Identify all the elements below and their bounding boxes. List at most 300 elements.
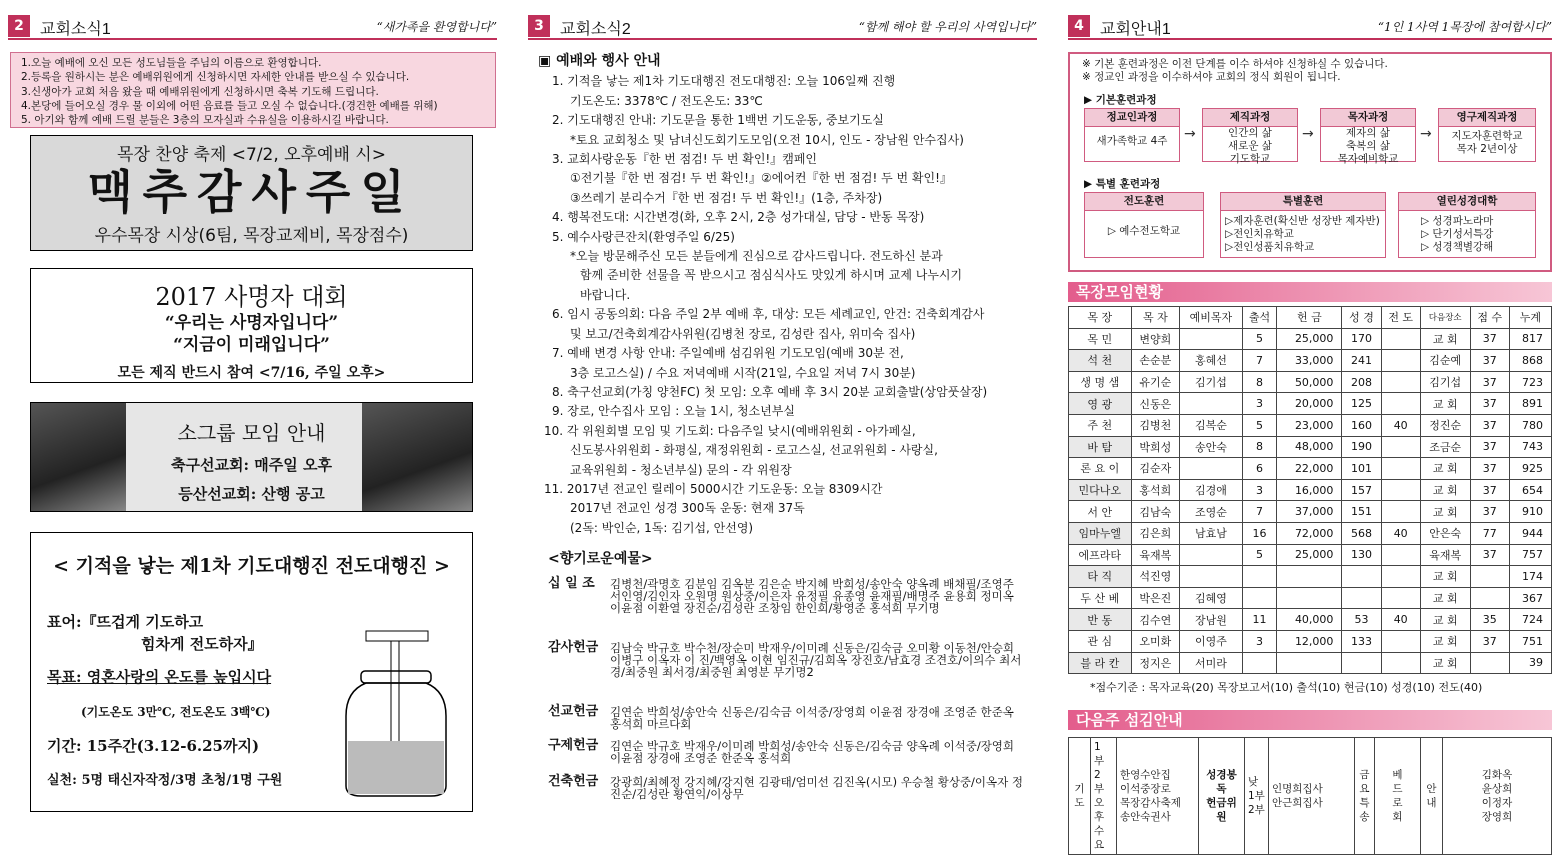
table-cell: 반 동 (1069, 609, 1132, 631)
table-cell: 25,000 (1277, 328, 1342, 350)
worship-events-section (538, 52, 1040, 538)
table-cell: 170 (1342, 328, 1381, 350)
welcome-notices (10, 52, 496, 128)
table-cell: 김경애 (1180, 479, 1243, 501)
service: 수 요 (1094, 825, 1105, 851)
table-cell: 교 회 (1420, 393, 1470, 415)
table-cell: 오미화 (1131, 630, 1180, 652)
table-cell: 교 회 (1420, 609, 1470, 631)
offering-names: 김연순 박규호 박재우/이미례 박희성/송안숙 신동은/김숙금 양옥례 이석중/장영희 이윤점 장경애 조영준 한준옥 홍석희 (610, 739, 1015, 765)
table-cell: 영 광 (1069, 393, 1132, 415)
table-cell: 유기순 (1131, 371, 1180, 393)
column-header: 성 경 (1342, 307, 1381, 329)
cell-group-status-table (1068, 306, 1552, 674)
thermometer-jar-icon (336, 621, 466, 801)
table-cell: 241 (1342, 350, 1381, 372)
table-cell: 33,000 (1277, 350, 1342, 372)
table-row (1069, 328, 1552, 350)
notice-line: 4.본당에 들어오실 경우 물 이외에 어떤 음료를 들고 오실 수 없습니다.(경건한 예배를 위해) (21, 99, 438, 112)
table-row (1069, 393, 1552, 415)
table-cell: 석 천 (1069, 350, 1132, 372)
course-title: 영구제직과정 (1439, 109, 1535, 127)
prayer-temperature: (기도온도 3만℃, 전도온도 3백℃) (81, 705, 271, 719)
table-cell: 김남숙 (1131, 501, 1180, 523)
course-box (1438, 108, 1536, 162)
table-cell (1470, 587, 1509, 609)
table-cell: 37 (1470, 501, 1509, 523)
table-row (1069, 652, 1552, 674)
basic-training-label: ▶ 기본훈련과정 (1084, 94, 1157, 106)
time: 2부 (1248, 804, 1265, 816)
course-title: 제직과정 (1203, 109, 1297, 127)
column-church-news-2 (520, 0, 1045, 825)
prayer-period: 기간: 15주간(3.12-6.25까지) (47, 737, 260, 755)
table-cell: 교 회 (1420, 501, 1470, 523)
table-cell: 133 (1342, 630, 1381, 652)
table-cell: 교 회 (1420, 652, 1470, 674)
table-cell: 송안숙 (1180, 436, 1243, 458)
table-cell: 박희성 (1131, 436, 1180, 458)
prayer-march-title: < 기적을 낳는 제1차 기도대행진 전도대행진 > (53, 555, 450, 577)
column-header: 예비목자 (1180, 307, 1243, 329)
event-line: (2독: 박인순, 1독: 김기섭, 안선영) (570, 520, 754, 535)
table-row (1069, 501, 1552, 523)
arrow-right-icon: → (1420, 126, 1432, 142)
prayer-label: 기 도 (1069, 738, 1091, 855)
offering-names: 김연순 박희성/송안숙 신동은/김숙금 이석중/장영희 이윤점 장경애 조영준 한준옥 홍석희 마르다회 (610, 705, 1014, 731)
column-header: 헌 금 (1277, 307, 1342, 329)
table-cell: 48,000 (1277, 436, 1342, 458)
table-cell (1342, 587, 1381, 609)
event-line: 4. 행복전도대: 시간변경(화, 오후 2시, 2층 성가대실, 담당 - 반동 목장) (552, 210, 925, 225)
table-cell (1242, 566, 1277, 588)
table-cell: 16,000 (1277, 479, 1342, 501)
table-cell: 김기섭 (1180, 371, 1243, 393)
table-cell: 육재복 (1420, 544, 1470, 566)
table-row (1069, 458, 1552, 480)
table-cell: 37 (1470, 393, 1509, 415)
course-box (1320, 108, 1416, 165)
table-cell: 남효남 (1180, 522, 1243, 544)
table-row (1069, 436, 1552, 458)
table-cell: 장남원 (1180, 609, 1243, 631)
table-cell: 민다나오 (1069, 479, 1132, 501)
table-cell (1242, 587, 1277, 609)
table-cell (1470, 652, 1509, 674)
notice-line: 5. 아기와 함께 예배 드릴 분들은 3층의 모자실과 수유실을 이용하시길 바랍니다. (21, 114, 389, 127)
time-labels (1245, 738, 1269, 855)
table-cell: 22,000 (1277, 458, 1342, 480)
event-line: 바랍니다. (580, 287, 631, 302)
table-cell (1381, 501, 1420, 523)
table-cell: 교 회 (1420, 479, 1470, 501)
table-cell: 변양희 (1131, 328, 1180, 350)
course-item: 지도자훈련학교 (1451, 130, 1523, 142)
table-cell: 조금순 (1420, 436, 1470, 458)
event-line: 기도온도: 3378℃ / 전도온도: 33℃ (570, 93, 763, 108)
table-cell: 37 (1470, 458, 1509, 480)
table-cell: 891 (1509, 393, 1551, 415)
table-cell: 868 (1509, 350, 1551, 372)
table-cell: 석진영 (1131, 566, 1180, 588)
offering-row (548, 740, 1025, 764)
table-cell: 925 (1509, 458, 1551, 480)
prayer-slogan: 표어:『뜨겁게 기도하고 (47, 613, 204, 631)
table-cell: 타 직 (1069, 566, 1132, 588)
table-cell: 정진순 (1420, 414, 1470, 436)
small-group-title: 소그룹 모임 안내 (177, 421, 326, 445)
course-item: 목자 2년이상 (1456, 143, 1518, 155)
notice-line: 2.등록을 원하시는 분은 예배위원에게 신청하시면 자세한 안내를 받으실 수 있습니다. (21, 71, 410, 84)
table-cell: 40 (1381, 522, 1420, 544)
section-motto: “1인 1사역 1목장에 참여합시다” (1377, 20, 1552, 34)
guide-note: ※ 기본 훈련과정은 이전 단계를 이수 하셔야 신청하실 수 있습니다. (1082, 58, 1388, 70)
soccer-photo (31, 403, 126, 511)
event-line: 3층 로고스실) / 수요 저녁예배 시작(21일, 수요일 저녁 7시 30분) (570, 365, 916, 380)
course-item: ▷전인치유학교 (1225, 228, 1294, 240)
table-row (1069, 630, 1552, 652)
table-cell: 174 (1509, 566, 1551, 588)
course-box (1084, 192, 1204, 258)
column-header: 전 도 (1381, 307, 1420, 329)
column-header: 점 수 (1470, 307, 1509, 329)
duty-labels (1199, 738, 1245, 855)
table-cell: 367 (1509, 587, 1551, 609)
conference-title: 2017 사명자 대회 (155, 283, 348, 311)
table-cell: 654 (1509, 479, 1551, 501)
table-cell: 130 (1342, 544, 1381, 566)
table-cell: 김기섭 (1420, 371, 1470, 393)
course-item: 새가족학교 4주 (1096, 135, 1168, 147)
event-line: *오늘 방문해주신 모든 분들에게 진심으로 감사드립니다. 전도하신 분과 (570, 249, 943, 264)
leader: 이석중장로 (1120, 783, 1171, 795)
table-cell (1180, 393, 1243, 415)
course-item: ▷전인성품치유학교 (1225, 241, 1315, 253)
table-cell: 김복순 (1180, 414, 1243, 436)
offering-row (548, 642, 1025, 678)
table-cell: 12,000 (1277, 630, 1342, 652)
table-cell: 에프라타 (1069, 544, 1132, 566)
small-group-line: 등산선교회: 산행 공고 (178, 485, 325, 503)
table-cell (1381, 436, 1420, 458)
course-item: 축복의 삶 (1346, 140, 1390, 152)
table-cell: 서 안 (1069, 501, 1132, 523)
table-cell: 서미라 (1180, 652, 1243, 674)
table-cell: 신동은 (1131, 393, 1180, 415)
prayer-slogan-2: 힘차게 전도하자』 (141, 635, 263, 653)
table-cell: 780 (1509, 414, 1551, 436)
event-line: 신도봉사위원회 - 화평실, 재정위원회 - 로고스실, 선교위원회 - 사랑실, (570, 443, 938, 458)
table-cell: 11 (1242, 609, 1277, 631)
table-cell: 5 (1242, 544, 1277, 566)
table-cell: 151 (1342, 501, 1381, 523)
table-cell: 37 (1470, 436, 1509, 458)
training-guide (1068, 52, 1552, 272)
table-cell: 5 (1242, 328, 1277, 350)
table-cell: 손순분 (1131, 350, 1180, 372)
prayer-goal: 목표: 영혼사랑의 온도를 높입시다 (47, 668, 272, 686)
event-line: 7. 예배 변경 사항 안내: 주일예배 섬김위원 기도모임(예배 30분 전, (552, 346, 904, 361)
table-cell (1381, 544, 1420, 566)
table-cell: 37 (1470, 479, 1509, 501)
table-cell: 3 (1242, 479, 1277, 501)
table-cell: 35 (1470, 609, 1509, 631)
table-cell: 7 (1242, 350, 1277, 372)
usher: 이정자 (1481, 797, 1513, 809)
table-cell: 53 (1342, 609, 1381, 631)
event-line: 교육위원회 - 청소년부실) 문의 - 각 위원장 (570, 462, 792, 477)
table-cell: 37 (1470, 630, 1509, 652)
peter-group: 베드로회 (1375, 738, 1421, 855)
service: 2 부 (1094, 769, 1105, 795)
section-title: 교회소식2 (560, 21, 631, 38)
event-line: 함께 준비한 선물을 꼭 받으시고 점심식사도 맛있게 하시며 교제 나누시기 (580, 268, 963, 283)
table-cell (1381, 479, 1420, 501)
time: 1부 (1248, 790, 1265, 802)
table-cell: 조영순 (1180, 501, 1243, 523)
table-header-row (1069, 307, 1552, 329)
table-cell: 20,000 (1277, 393, 1342, 415)
leader: 한영수안집 (1120, 769, 1171, 781)
table-cell: 두 산 베 (1069, 587, 1132, 609)
next-week-table (1068, 737, 1552, 855)
notice-line: 1.오늘 예배에 오신 모든 성도님들을 주님의 이름으로 환영합니다. (21, 57, 322, 69)
person: 안근희집사 (1272, 797, 1323, 809)
table-cell: 교 회 (1420, 630, 1470, 652)
table-cell: 교 회 (1420, 458, 1470, 480)
table-cell: 임마누엘 (1069, 522, 1132, 544)
table-cell: 홍석희 (1131, 479, 1180, 501)
table-cell: 김병천 (1131, 414, 1180, 436)
table-cell: 정지은 (1131, 652, 1180, 674)
friday-special-label: 금요특송 (1355, 738, 1375, 855)
table-row (1069, 350, 1552, 372)
duty: 성경봉독 (1206, 769, 1237, 795)
usher: 김화옥 (1481, 769, 1513, 781)
offering-label: 십 일 조 (548, 576, 595, 591)
table-cell: 39 (1509, 652, 1551, 674)
table-cell: 안은숙 (1420, 522, 1470, 544)
table-cell: 론 요 이 (1069, 458, 1132, 480)
service: 오 후 (1094, 797, 1105, 823)
table-cell (1277, 566, 1342, 588)
table-cell: 5 (1242, 414, 1277, 436)
table-row (1069, 414, 1552, 436)
course-item: ▷제자훈련(확신반 성장반 제자반) (1225, 215, 1380, 227)
event-line: ①전기불『한 번 점검! 두 번 확인!』②에어컨『한 번 점검! 두 번 확인!』 (570, 171, 952, 186)
section-header (528, 12, 1037, 40)
table-cell: 25,000 (1277, 544, 1342, 566)
table-row (1069, 587, 1552, 609)
table-cell: 관 심 (1069, 630, 1132, 652)
table-cell: 944 (1509, 522, 1551, 544)
prayer-march-box (30, 532, 473, 812)
event-line: 5. 예수사랑큰잔치(환영주일 6/25) (552, 229, 735, 244)
table-row (1069, 522, 1552, 544)
table-cell: 37 (1470, 350, 1509, 372)
event-line: 및 보고/건축회계감사위원(김병천 장로, 김성란 집사, 위미숙 집사) (570, 326, 916, 341)
table-cell (1381, 630, 1420, 652)
table-row (1069, 371, 1552, 393)
duty: 헌금위원 (1206, 797, 1237, 823)
guide-note: ※ 정교인 과정을 이수하셔야 교회의 정식 회원이 됩니다. (1082, 71, 1341, 83)
mission-conference-box (30, 268, 473, 383)
course-item: ▷ 성경책별강해 (1421, 241, 1494, 253)
time: 낮 (1248, 776, 1259, 788)
event-line: 8. 축구선교회(가칭 양천FC) 첫 모임: 오후 예배 후 3시 20분 교회출발(상암풋살장) (552, 384, 988, 399)
table-cell (1242, 652, 1277, 674)
table-cell: 홍혜선 (1180, 350, 1243, 372)
table-cell (1342, 566, 1381, 588)
service: 1 부 (1094, 741, 1105, 767)
section-number: 2 (8, 15, 30, 37)
table-cell: 77 (1470, 522, 1509, 544)
table-cell: 7 (1242, 501, 1277, 523)
table-cell: 6 (1242, 458, 1277, 480)
score-criteria: *점수기준 : 목자교육(20) 목장보고서(10) 출석(10) 현금(10) 성경(10) 전도(40) (1090, 681, 1483, 694)
table-cell: 910 (1509, 501, 1551, 523)
next-week-title: 다음주 섬김안내 (1068, 710, 1552, 730)
table-cell: 37 (1470, 414, 1509, 436)
table-cell: 757 (1509, 544, 1551, 566)
notice-line: 3.신생아가 교회 처음 왔을 때 예배위원에게 신청하시면 축복 기도해 드립니다. (21, 85, 379, 98)
table-cell (1381, 587, 1420, 609)
offering-label: 선교헌금 (548, 704, 599, 719)
table-cell: 743 (1509, 436, 1551, 458)
special-training-label: ▶ 특별 훈련과정 (1084, 178, 1161, 190)
course-item: 제자의 삶 (1346, 127, 1390, 139)
table-cell: 육재복 (1131, 544, 1180, 566)
table-row (1069, 609, 1552, 631)
prayer-practice: 실천: 5명 태신자작정/3명 초청/1명 구원 (47, 773, 283, 788)
offerings-title: <향기로운예물> (548, 551, 653, 567)
table-cell: 723 (1509, 371, 1551, 393)
table-cell: 생 명 샘 (1069, 371, 1132, 393)
events-heading: ▣ 예배와 행사 안내 (538, 53, 661, 69)
table-cell: 40,000 (1277, 609, 1342, 631)
table-cell: 40 (1381, 414, 1420, 436)
column-church-news-1 (0, 0, 505, 825)
usher: 윤상희 (1481, 783, 1513, 795)
course-title: 정교인과정 (1085, 109, 1179, 127)
table-cell: 김은희 (1131, 522, 1180, 544)
mountain-photo (362, 403, 472, 511)
event-line: 2017년 전교인 성경 300독 운동: 현재 37독 (570, 501, 805, 516)
offering-names: 김남숙 박규호 박수천/장순미 박재우/이미례 신동은/김숙금 오미황 이동천/안승희 이병구 이옥자 이 진/백영옥 이현 임진규/김희옥 장진호/남효경 조견호/이의수 최서경/최중원 최서경/최중원 최영분 무기명2 (610, 641, 1022, 679)
course-box (1220, 192, 1386, 258)
section-header (1068, 12, 1552, 40)
column-header: 목 자 (1131, 307, 1180, 329)
course-title: 전도훈련 (1085, 193, 1203, 211)
table-cell (1381, 350, 1420, 372)
table-cell: 8 (1242, 371, 1277, 393)
offering-label: 구제헌금 (548, 738, 599, 753)
table-cell: 37,000 (1277, 501, 1342, 523)
event-line: 2. 기도대행진 안내: 기도문을 통한 1백번 기도운동, 중보기도실 (552, 113, 884, 128)
event-line: 1. 기적을 낳는 제1차 기도대행진 전도대행진: 오늘 106일째 진행 (552, 74, 896, 89)
table-cell: 724 (1509, 609, 1551, 631)
offering-row (548, 776, 1025, 800)
table-row (1069, 566, 1552, 588)
table-cell (1381, 458, 1420, 480)
course-item: ▷ 예수전도학교 (1107, 225, 1181, 237)
table-cell: 주 천 (1069, 414, 1132, 436)
offering-label: 건축헌금 (548, 774, 599, 789)
table-cell (1381, 328, 1420, 350)
event-line: 3. 교회사랑운동『한 번 점검! 두 번 확인!』캠페인 (552, 152, 818, 167)
table-cell: 8 (1242, 436, 1277, 458)
section-header (8, 12, 497, 40)
course-item: ▷ 단기성서특강 (1421, 228, 1494, 240)
offering-names: 강광희/최혜정 강지혜/강지현 김광태/엄미선 김진옥(시모) 우승철 황상중/이옥자 정진순/김성란 황연익/이상무 (610, 775, 1023, 801)
table-cell: 교 회 (1420, 328, 1470, 350)
leader: 송안숙권사 (1120, 811, 1171, 823)
conference-note: 모든 제직 반드시 참여 <7/16, 주일 오후> (117, 365, 386, 381)
table-cell: 125 (1342, 393, 1381, 415)
table-cell: 72,000 (1277, 522, 1342, 544)
table-cell (1342, 652, 1381, 674)
offering-names: 김병천/곽명호 김분임 김옥분 김은순 박지혜 박희성/송안숙 양옥례 배채필/조영주 서인영/김인자 오원명 원상중/이은자 유정필 유종영 윤재필/배명주 윤용희 정미옥 이윤점 이환열 장진순/김성란 조창임 한인희/황영준 홍석희 무기명 (610, 577, 1014, 615)
table-cell: 37 (1470, 371, 1509, 393)
status-title: 목장모임현황 (1068, 282, 1552, 302)
banner-title: 맥추감사주일 (88, 165, 415, 219)
event-line: 11. 2017년 전교인 릴레이 5000시간 기도운동: 오늘 8309시간 (544, 481, 883, 496)
section-title: 교회소식1 (40, 21, 111, 38)
table-cell: 김순자 (1131, 458, 1180, 480)
table-cell: 208 (1342, 371, 1381, 393)
arrow-right-icon: → (1302, 126, 1314, 142)
course-title: 열린성경대학 (1399, 193, 1535, 211)
table-cell (1180, 328, 1243, 350)
thanksgiving-banner (30, 135, 473, 251)
column-header: 누계 (1509, 307, 1551, 329)
person: 인명희집사 (1272, 783, 1323, 795)
event-line: 10. 각 위원회별 모임 및 기도회: 다음주일 낮시(예배위원회 - 아가페실, (544, 423, 916, 438)
course-item: 인간의 삶 (1228, 127, 1272, 139)
table-cell: 블 라 칸 (1069, 652, 1132, 674)
table-cell: 교 회 (1420, 587, 1470, 609)
table-cell: 568 (1342, 522, 1381, 544)
section-motto: “새가족을 환영합니다” (376, 20, 497, 34)
event-line: ③쓰레기 분리수거『한 번 점검! 두 번 확인!』(1층, 주차장) (570, 190, 883, 205)
table-cell (1381, 393, 1420, 415)
section-motto: “함께 해야 할 우리의 사역입니다” (858, 20, 1037, 34)
table-row (1069, 544, 1552, 566)
column-header: 출석 (1242, 307, 1277, 329)
table-cell (1180, 566, 1243, 588)
table-cell: 목 민 (1069, 328, 1132, 350)
table-cell: 40 (1381, 609, 1420, 631)
table-row (1069, 479, 1552, 501)
arrow-right-icon: → (1184, 126, 1196, 142)
offering-label: 감사헌금 (548, 640, 599, 655)
banner-top: 목장 찬양 축제 <7/2, 오후예배 시> (117, 145, 386, 165)
event-line: *토요 교회청소 및 남녀신도회기도모임(오전 10시, 인도 - 장남원 안수집사) (570, 132, 964, 147)
section-number: 3 (528, 15, 550, 37)
table-cell: 3 (1242, 393, 1277, 415)
course-box (1398, 192, 1536, 258)
table-cell (1277, 652, 1342, 674)
course-title: 목자과정 (1321, 109, 1415, 127)
conference-slogan: “지금이 미래입니다” (173, 335, 330, 355)
table-cell: 이영주 (1180, 630, 1243, 652)
table-cell: 37 (1470, 328, 1509, 350)
column-header: 다음장소 (1420, 307, 1470, 329)
course-item: 목자예비학교 (1337, 153, 1399, 165)
course-item: 기도학교 (1229, 153, 1271, 165)
course-item: ▷ 성경파노라마 (1421, 215, 1494, 227)
table-cell: 101 (1342, 458, 1381, 480)
